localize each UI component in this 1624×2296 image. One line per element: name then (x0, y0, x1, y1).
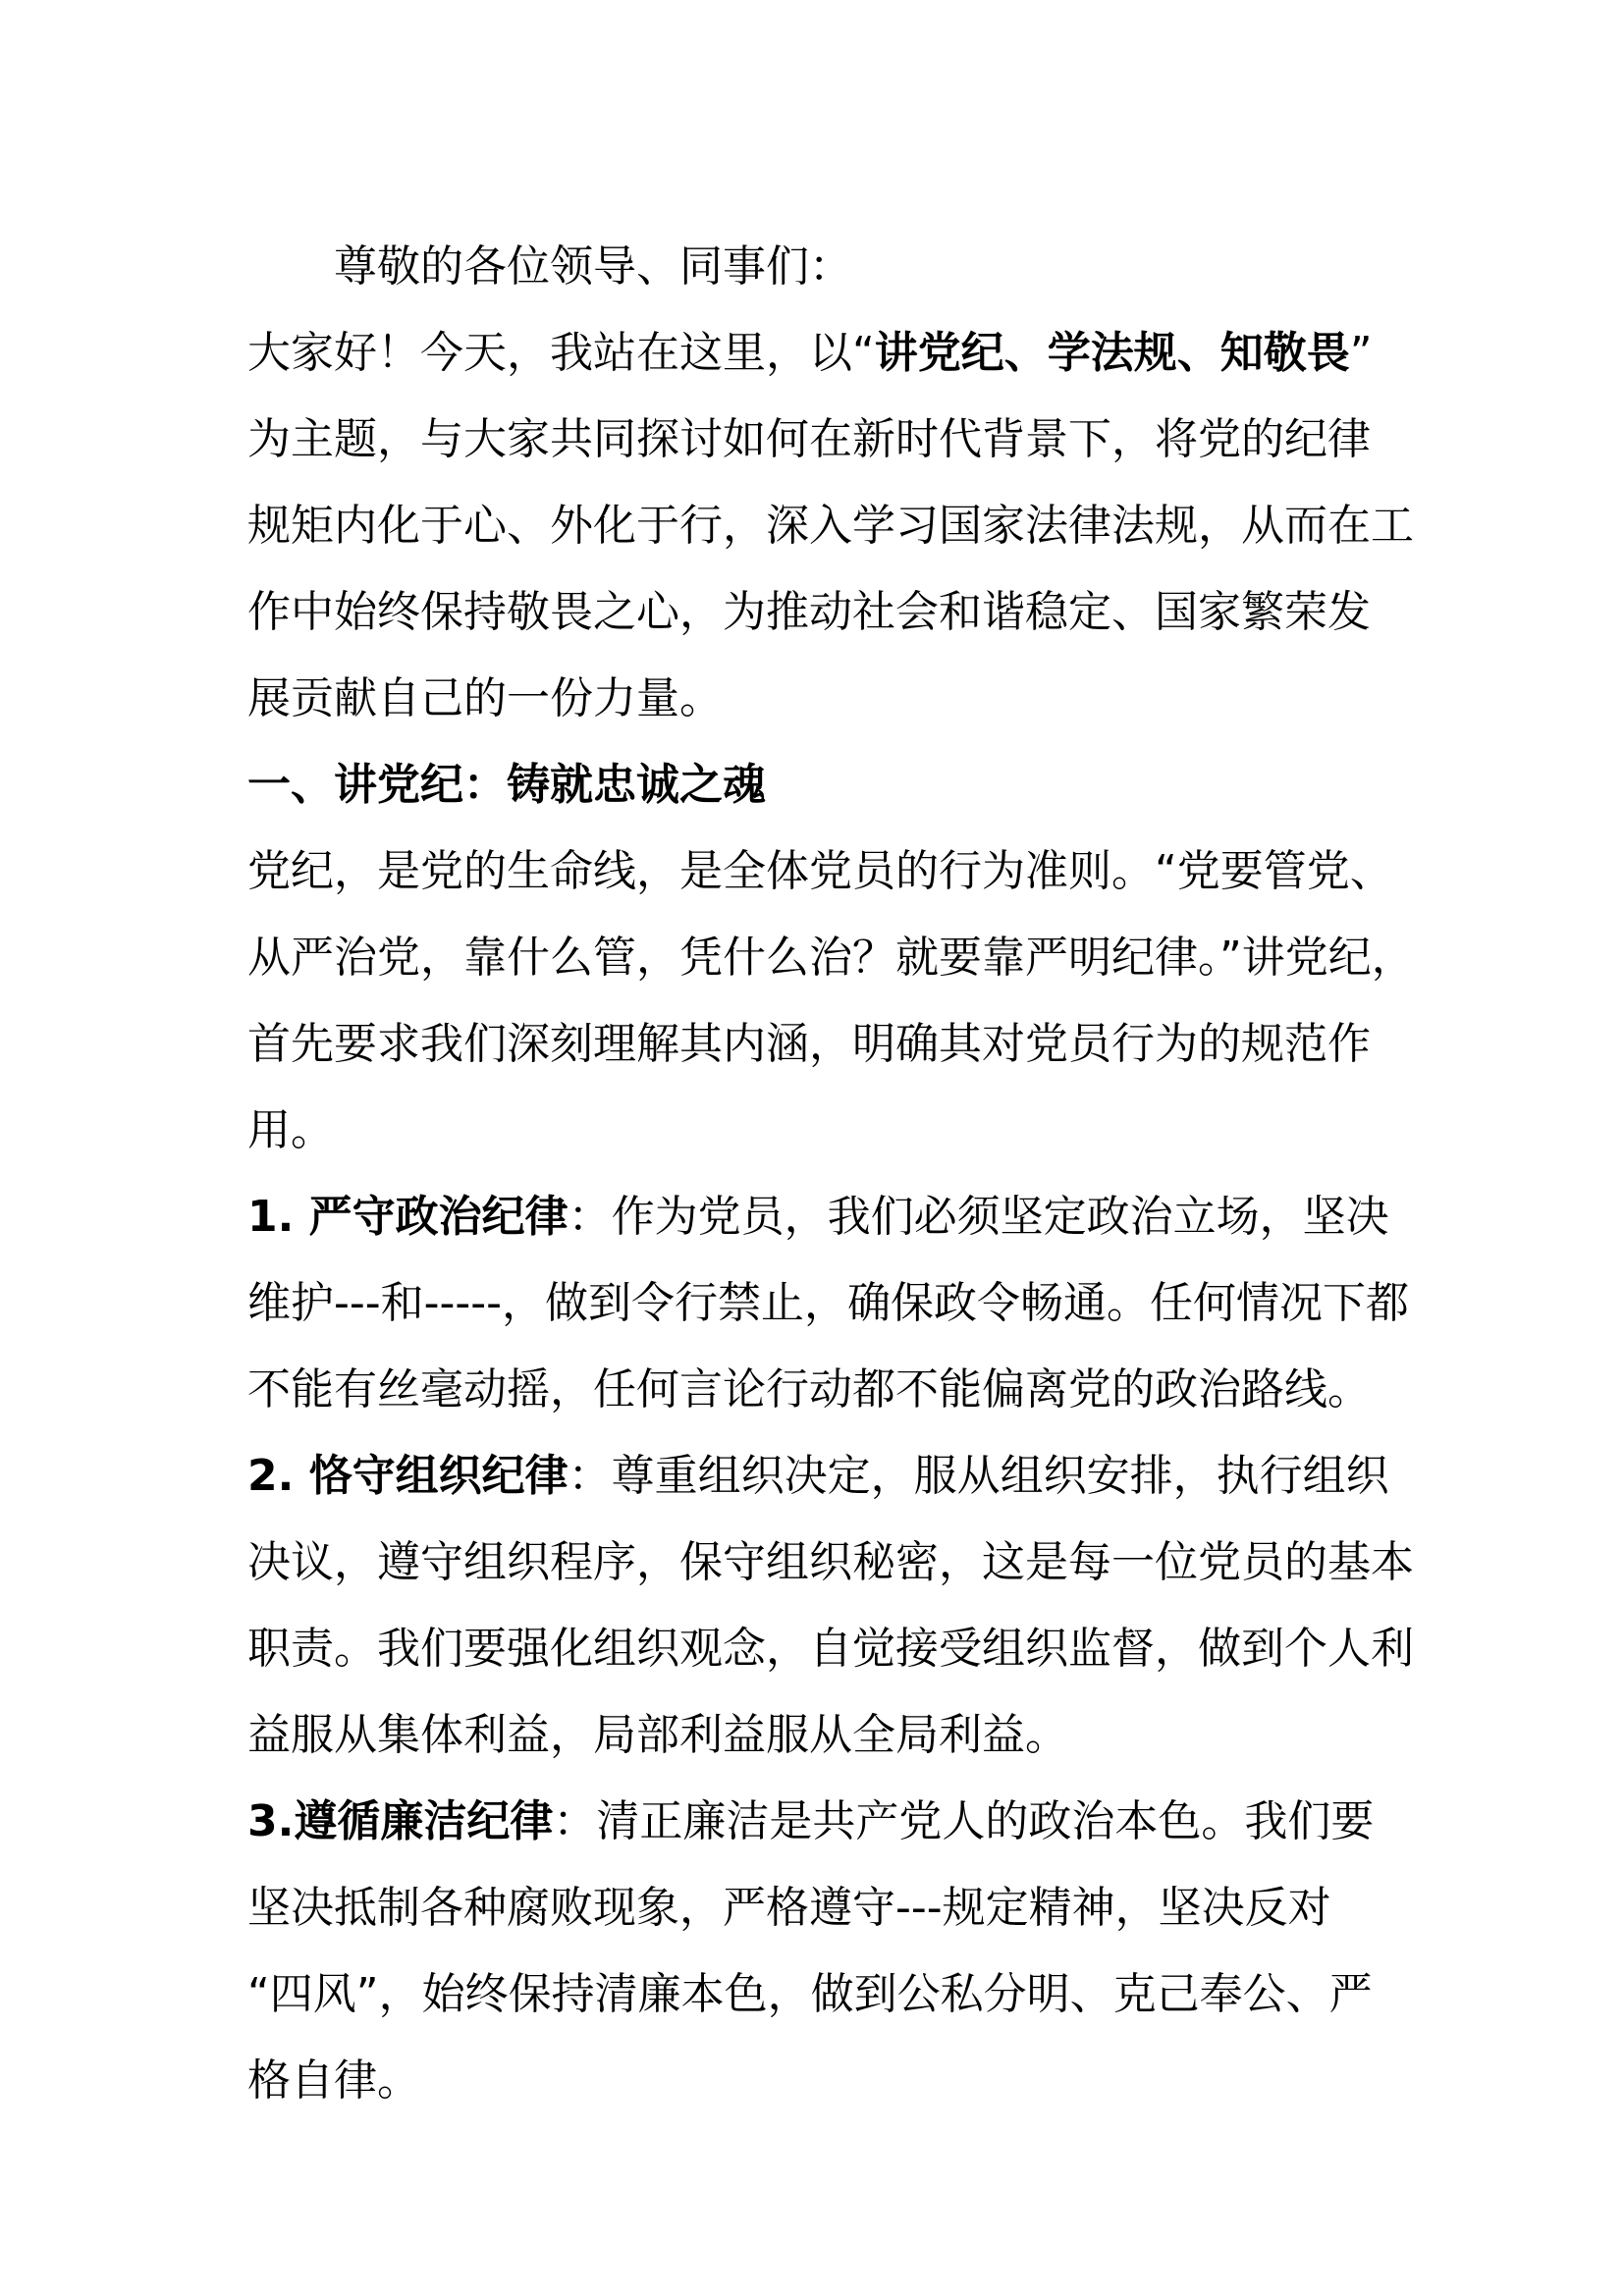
salutation: 尊敬的各位领导、同事们： (334, 241, 852, 292)
intro-line-1 (247, 310, 1396, 397)
list-item-text: ：清正廉洁是共产党人的政治本色。我们要 (553, 1796, 1375, 1846)
intro-text-post: ” (1349, 328, 1373, 378)
list-item-text: ：尊重组织决定，服从组织安排，执行组织 (568, 1451, 1389, 1501)
list-item-line: 维护---和-----，做到令行禁止，确保政令畅通。任何情况下都 (247, 1278, 1410, 1328)
section-1-heading: 一、讲党纪：铸就忠诚之魂 (247, 760, 766, 810)
list-item-label: 3.遵循廉洁纪律 (247, 1796, 554, 1846)
list-item-text: ：作为党员，我们必须坚定政治立场，坚决 (568, 1192, 1389, 1242)
list-item-line: 益服从集体利益，局部利益服从全局利益。 (247, 1710, 1068, 1760)
list-item-label: 2. 恪守组织纪律 (247, 1451, 568, 1501)
intro-line-3: 规矩内化于心、外化于行，深入学习国家法律法规，从而在工 (247, 501, 1414, 551)
list-item-political-discipline (247, 1174, 1410, 1433)
list-item-line: 不能有丝毫动摇，任何言论行动都不能偏离党的政治路线。 (247, 1364, 1371, 1415)
paragraph-line: 用。 (247, 1105, 334, 1155)
intro-line-5: 展贡献自己的一份力量。 (247, 673, 723, 723)
list-item-line: 职责。我们要强化组织观念，自觉接受组织监督，做到个人利 (247, 1624, 1414, 1674)
document-page (247, 224, 1415, 2124)
list-item-line: “四风”，始终保持清廉本色，做到公私分明、克己奉公、严 (247, 1969, 1373, 2019)
list-item-organizational-discipline (247, 1433, 1414, 1779)
intro-paragraph (247, 310, 1414, 742)
list-item-label: 1. 严守政治纪律 (247, 1192, 568, 1242)
list-item-integrity-discipline (247, 1779, 1396, 2124)
list-item-line (247, 1174, 1396, 1260)
intro-theme-bold: 讲党纪、学法规、知敬畏 (874, 328, 1350, 378)
list-item-line: 格自律。 (247, 2056, 420, 2106)
list-item-line (247, 1433, 1396, 1520)
list-item-line (247, 1779, 1396, 1865)
intro-line-2: 为主题，与大家共同探讨如何在新时代背景下，将党的纪律 (247, 414, 1371, 464)
intro-text-pre: 大家好！今天，我站在这里，以“ (247, 328, 875, 378)
list-item-line: 坚决抵制各种腐败现象，严格遵守---规定精神，坚决反对 (247, 1883, 1331, 1933)
list-item-line: 决议，遵守组织程序，保守组织秘密，这是每一位党员的基本 (247, 1537, 1414, 1587)
intro-line-4: 作中始终保持敬畏之心，为推动社会和谐稳定、国家繁荣发 (247, 587, 1371, 637)
paragraph-line: 从严治党，靠什么管，凭什么治？就要靠严明纪律。”讲党纪， (247, 933, 1415, 983)
paragraph-line: 首先要求我们深刻理解其内涵，明确其对党员行为的规范作 (247, 1019, 1371, 1069)
section-1-paragraph (247, 828, 1415, 1174)
paragraph-line: 党纪，是党的生命线，是全体党员的行为准则。“党要管党、 (247, 846, 1393, 896)
